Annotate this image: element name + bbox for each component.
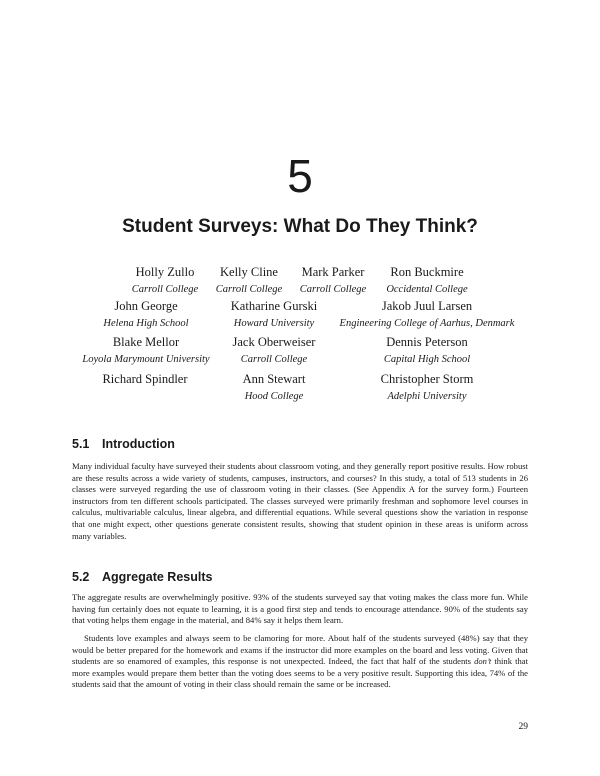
paragraph-text: Students love examples and always seem to be clamoring for more. About half of the students surveyed (48%) say that they would be better prepared for the homework and exams if the instructor did more examples on the board and less voting. Given that students are so enamored of examples, this response is not unexpected. Indeed, the fact that half of the students: [72, 633, 528, 667]
author-name: Richard Spindler: [102, 372, 188, 386]
chapter-number: 5: [287, 150, 313, 202]
body-paragraph: [72, 633, 528, 691]
author-block: [122, 265, 208, 297]
author-affiliation: Helena High School: [103, 318, 189, 329]
chapter-title: Student Surveys: What Do They Think?: [122, 216, 478, 237]
author-block: [72, 335, 220, 367]
author-block: [290, 265, 376, 297]
author-affiliation: Hood College: [244, 391, 304, 402]
author-affiliation: Carroll College: [240, 354, 308, 365]
author-name: Mark Parker: [301, 265, 365, 279]
author-affiliation: Loyola Marymount University: [82, 354, 210, 365]
section-title: Aggregate Results: [102, 570, 213, 584]
author-block: [222, 335, 326, 367]
emphasized-word: don’t: [474, 656, 492, 667]
author-name: John George: [114, 299, 178, 313]
author-block: [222, 299, 326, 331]
author-affiliation: Occidental College: [386, 284, 468, 295]
author-name: Katharine Gurski: [230, 299, 318, 313]
author-block: [326, 299, 528, 331]
author-name: Kelly Cline: [220, 265, 278, 279]
author-block: [80, 299, 212, 331]
author-name: Jakob Juul Larsen: [381, 299, 473, 313]
author-name: Blake Mellor: [112, 335, 180, 349]
author-affiliation: Adelphi University: [387, 391, 467, 402]
author-block: [360, 335, 494, 367]
author-name: Ann Stewart: [242, 372, 306, 386]
section-title: Introduction: [102, 437, 175, 451]
author-block: [206, 265, 292, 297]
author-name: Dennis Peterson: [386, 335, 468, 349]
body-paragraph: Many individual faculty have surveyed their students about classroom voting, and they generally report positive results. How robust are these results across a wide variety of students, campuses, instructors, and courses? In this study, a total of 513 students in 26 classes were surveyed regarding the use of classroom voting in their classes. (See Appendix A for the survey form.) Fourteen instructors from ten different schools participated. The classes surveyed were primarily freshman and sophomore level courses in calculus, multivariable calculus, linear algebra, and differential equations. While several questions show the variation in response that one might expect, other questions generate consistent results, showing that student opinion in these areas is uniform across many variables.: [72, 461, 528, 541]
section-number: 5.2: [72, 570, 90, 584]
author-name: Holly Zullo: [135, 265, 195, 279]
body-paragraph: The aggregate results are overwhelmingly positive. 93% of the students surveyed say that voting makes the class more fun. While having fun certainly does not equate to learning, it is a good first step and tends to encourage attendance. 90% of the students say that voting helps them engage in the material, and 84% say it helps them learn.: [72, 592, 528, 626]
author-block: [222, 372, 326, 404]
author-block: [90, 372, 200, 390]
author-block: [370, 265, 484, 297]
page-number: 29: [518, 722, 528, 732]
author-affiliation: Engineering College of Aarhus, Denmark: [339, 318, 515, 329]
author-name: Jack Oberweiser: [232, 335, 316, 349]
author-name: Christopher Storm: [380, 372, 474, 386]
author-affiliation: Howard University: [233, 318, 315, 329]
author-affiliation: Carroll College: [131, 284, 199, 295]
author-affiliation: Carroll College: [299, 284, 367, 295]
author-block: [364, 372, 490, 404]
section-heading: [72, 569, 212, 585]
paragraph-text: think that more examples would prepare them better than the voting does seems to be a very positive result. Supporting this idea, 74% of the students said that the amount of voting in their class should remain the same or be increased.: [72, 656, 528, 690]
section-heading: [72, 436, 175, 452]
section-number: 5.1: [72, 437, 90, 451]
author-name: Ron Buckmire: [390, 265, 464, 279]
author-affiliation: Carroll College: [215, 284, 283, 295]
author-affiliation: Capital High School: [383, 354, 471, 365]
